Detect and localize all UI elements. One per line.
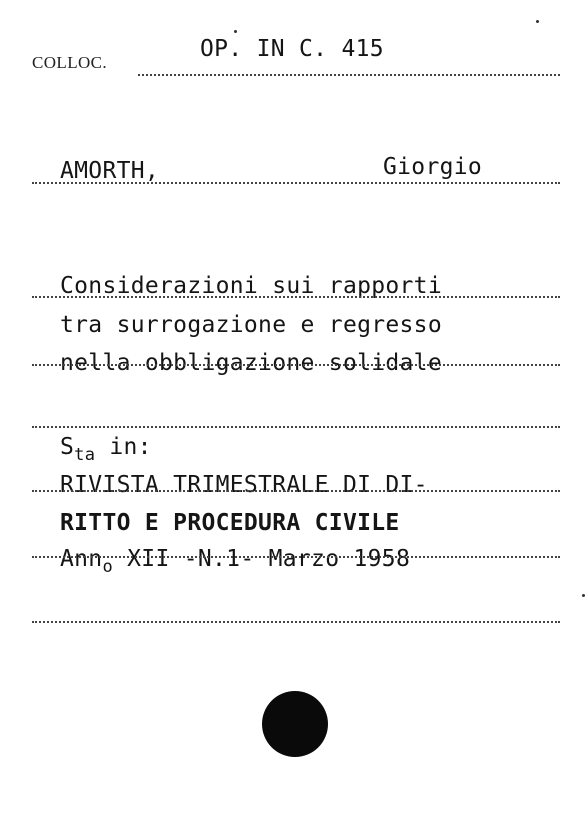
title-line-3: nella obbligazione solidale xyxy=(60,350,442,376)
colloc-rule xyxy=(138,74,560,76)
punch-hole xyxy=(262,691,328,757)
ink-speck xyxy=(582,594,585,597)
author-rule xyxy=(32,182,560,184)
title-line-2: tra surrogazione e regresso xyxy=(60,312,442,338)
title-rule-2 xyxy=(32,364,560,366)
blank-rule xyxy=(32,426,560,428)
ink-speck xyxy=(536,20,539,23)
issue-rest: XII -N.1- Marzo 1958 xyxy=(113,546,411,572)
title-line-1: Considerazioni sui rapporti xyxy=(60,273,442,299)
ink-speck xyxy=(234,30,237,33)
author-given-name: Giorgio xyxy=(383,154,483,180)
journal-line-2: RITTO E PROCEDURA CIVILE xyxy=(60,510,400,536)
issue-line xyxy=(60,546,411,577)
issue-main: Ann xyxy=(60,546,103,572)
source-prefix-sub: ta xyxy=(74,445,96,465)
source-rule-2 xyxy=(32,556,560,558)
source-prefix-main: S xyxy=(60,434,75,460)
source-prefix xyxy=(60,434,152,465)
source-prefix-end: in: xyxy=(95,434,152,460)
journal-line-1: RIVISTA TRIMESTRALE DI DI- xyxy=(60,472,428,498)
author-surname: AMORTH, xyxy=(60,158,160,184)
title-rule-1 xyxy=(32,296,560,298)
source-rule-3 xyxy=(32,621,560,623)
source-rule-1 xyxy=(32,490,560,492)
shelfmark: OP. IN C. 415 xyxy=(200,36,384,62)
issue-sub: o xyxy=(102,557,113,577)
colloc-label: COLLOC. xyxy=(32,53,108,72)
